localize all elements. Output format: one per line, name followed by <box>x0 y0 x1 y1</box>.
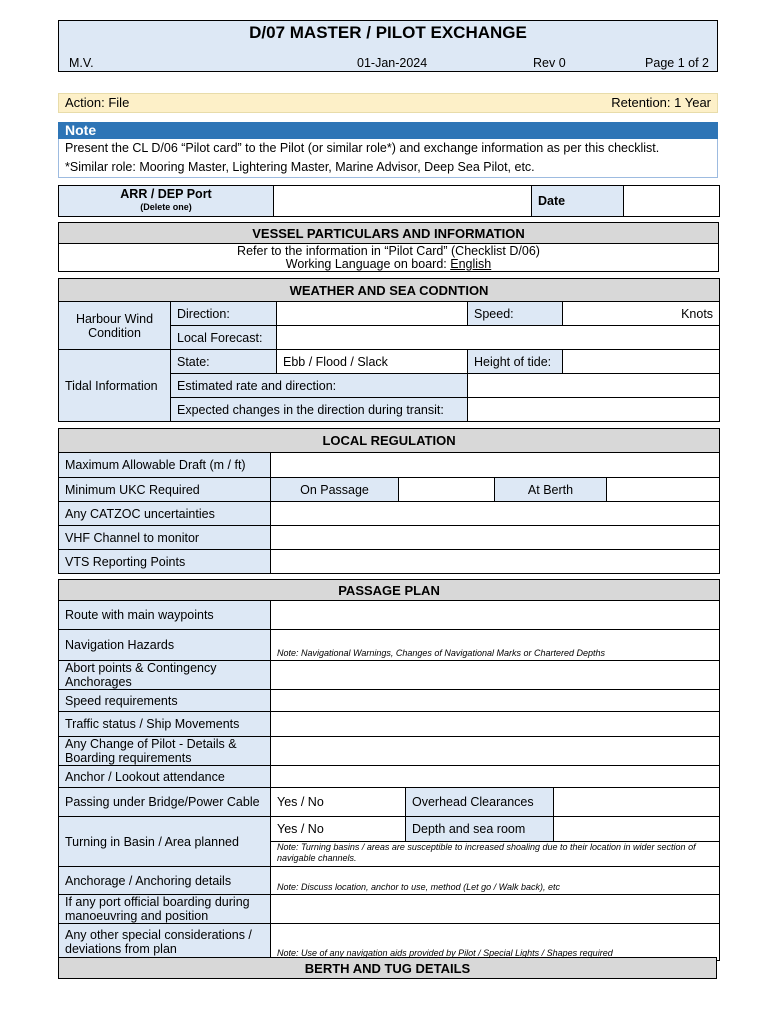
anchorage-label: Anchorage / Anchoring details <box>59 867 271 895</box>
bridge-cable-label: Passing under Bridge/Power Cable <box>59 788 271 817</box>
speed-requirements-input[interactable] <box>271 690 720 712</box>
vessel-particulars-info <box>59 244 719 272</box>
pilot-card-reference: Refer to the information in “Pilot Card” (Checklist D/06) <box>237 243 540 258</box>
speed-requirements-label: Speed requirements <box>59 690 271 712</box>
on-passage-label: On Passage <box>271 478 399 502</box>
nav-hazards-label: Navigation Hazards <box>59 630 271 661</box>
nav-hazards-input[interactable]: Note: Navigational Warnings, Changes of Navigational Marks or Chartered Depths <box>271 630 720 661</box>
note-line-2: *Similar role: Mooring Master, Lightering Master, Marine Advisor, Deep Sea Pilot, etc. <box>65 160 535 174</box>
port-official-input[interactable] <box>271 895 720 924</box>
working-language-value: English <box>450 256 492 271</box>
max-draft-input[interactable] <box>271 453 720 478</box>
working-language-label: Working Language on board: <box>285 256 451 271</box>
abort-points-input[interactable] <box>271 661 720 690</box>
turning-yes-no[interactable]: Yes / No <box>271 817 406 842</box>
berth-tug-table <box>58 957 717 979</box>
state-label: State: <box>171 350 277 374</box>
port-label-cell <box>59 186 274 217</box>
port-sublabel: (Delete one) <box>140 202 192 212</box>
port-official-label: If any port official boarding during manoeuvring and position <box>59 895 271 924</box>
passage-plan-title: PASSAGE PLAN <box>59 580 720 601</box>
working-language <box>65 258 712 271</box>
port-input[interactable] <box>274 186 532 217</box>
estimated-rate-label: Estimated rate and direction: <box>171 374 468 398</box>
action-bar <box>58 93 718 113</box>
note-body <box>58 139 718 178</box>
catzoc-input[interactable] <box>271 502 720 526</box>
special-considerations-input[interactable]: Note: Use of any navigation aids provided by Pilot / Special Lights / Shapes required <box>271 924 720 961</box>
state-value[interactable]: Ebb / Flood / Slack <box>277 350 468 374</box>
depth-sea-room-input[interactable] <box>554 817 720 842</box>
overhead-clearances-label: Overhead Clearances <box>406 788 554 817</box>
vessel-name: M.V. <box>69 56 94 70</box>
catzoc-label: Any CATZOC uncertainties <box>59 502 271 526</box>
page-number: Page 1 of 2 <box>645 56 709 70</box>
note-title: Note <box>58 122 718 139</box>
retention-label: Retention: 1 Year <box>611 95 711 110</box>
max-draft-label: Maximum Allowable Draft (m / ft) <box>59 453 271 478</box>
document-title: D/07 MASTER / PILOT EXCHANGE <box>249 23 527 42</box>
vessel-particulars-title: VESSEL PARTICULARS AND INFORMATION <box>59 223 719 244</box>
weather-table <box>58 278 720 422</box>
document-date: 01-Jan-2024 <box>357 56 428 70</box>
date-label: Date <box>532 186 624 217</box>
vhf-channel-input[interactable] <box>271 526 720 550</box>
weather-title: WEATHER AND SEA CODNTION <box>59 279 720 302</box>
local-forecast-input[interactable] <box>277 326 720 350</box>
height-of-tide-label: Height of tide: <box>468 350 563 374</box>
local-regulation-table <box>58 428 720 574</box>
passage-plan-table <box>58 579 720 961</box>
at-berth-input[interactable] <box>607 478 720 502</box>
anchor-lookout-input[interactable] <box>271 766 720 788</box>
speed-input[interactable] <box>563 302 720 326</box>
local-regulation-title: LOCAL REGULATION <box>59 429 720 453</box>
date-input[interactable] <box>624 186 720 217</box>
estimated-rate-input[interactable] <box>468 374 720 398</box>
expected-changes-input[interactable] <box>468 398 720 422</box>
speed-label: Speed: <box>468 302 563 326</box>
action-label: Action: File <box>65 95 130 110</box>
turning-basin-label: Turning in Basin / Area planned <box>59 817 271 867</box>
anchor-lookout-label: Anchor / Lookout attendance <box>59 766 271 788</box>
harbour-wind-label: Harbour Wind Condition <box>59 302 171 350</box>
port-table <box>58 185 720 217</box>
depth-sea-room-label: Depth and sea room <box>406 817 554 842</box>
traffic-status-label: Traffic status / Ship Movements <box>59 712 271 737</box>
port-label: ARR / DEP Port <box>120 187 212 201</box>
overhead-clearances-input[interactable] <box>554 788 720 817</box>
vhf-channel-label: VHF Channel to monitor <box>59 526 271 550</box>
at-berth-label: At Berth <box>495 478 607 502</box>
abort-points-label: Abort points & Contingency Anchorages <box>59 661 271 690</box>
direction-label: Direction: <box>171 302 277 326</box>
local-forecast-label: Local Forecast: <box>171 326 277 350</box>
change-pilot-input[interactable] <box>271 737 720 766</box>
route-label: Route with main waypoints <box>59 601 271 630</box>
special-considerations-label: Any other special considerations / deviations from plan <box>59 924 271 961</box>
anchorage-input[interactable]: Note: Discuss location, anchor to use, method (Let go / Walk back), etc <box>271 867 720 895</box>
route-input[interactable] <box>271 601 720 630</box>
traffic-status-input[interactable] <box>271 712 720 737</box>
change-pilot-label: Any Change of Pilot - Details & Boarding requirements <box>59 737 271 766</box>
bridge-yes-no[interactable]: Yes / No <box>271 788 406 817</box>
knots-unit: Knots <box>681 306 714 321</box>
expected-changes-label: Expected changes in the direction during transit: <box>171 398 468 422</box>
revision: Rev 0 <box>533 56 566 70</box>
on-passage-input[interactable] <box>399 478 495 502</box>
vts-points-label: VTS Reporting Points <box>59 550 271 574</box>
note-line-1: Present the CL D/06 “Pilot card” to the Pilot (or similar role*) and exchange information as per this checklist. <box>65 141 660 155</box>
vts-points-input[interactable] <box>271 550 720 574</box>
berth-tug-title: BERTH AND TUG DETAILS <box>59 958 717 979</box>
document-header <box>58 20 718 72</box>
height-of-tide-input[interactable] <box>563 350 720 374</box>
direction-input[interactable] <box>277 302 468 326</box>
vessel-particulars-table <box>58 222 719 272</box>
min-ukc-label: Minimum UKC Required <box>59 478 271 502</box>
tidal-info-label: Tidal Information <box>59 350 171 422</box>
turning-note: Note: Turning basins / areas are susceptible to increased shoaling due to their location in wider section of navigable channels. <box>271 842 720 867</box>
